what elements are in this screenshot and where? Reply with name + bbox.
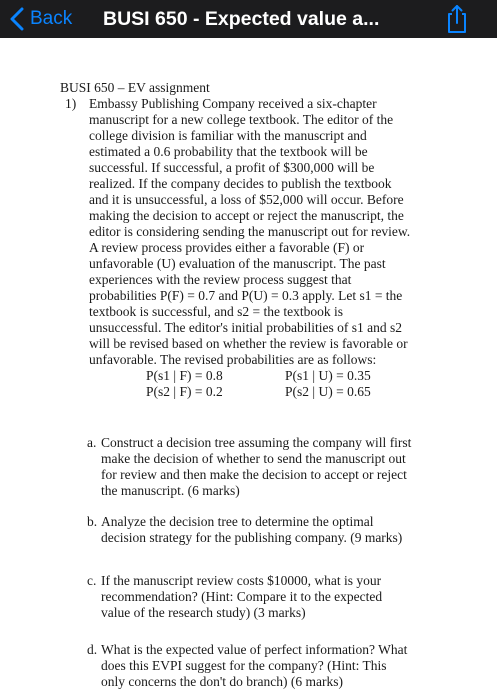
question-1-line: experiences with the review process suggest that (89, 272, 352, 287)
question-1-line: realized. If the company decides to publish the textbook (89, 176, 392, 191)
prob-s1-given-u: P(s1 | U) = 0.35 (285, 368, 371, 383)
subquestion-line: Analyze the decision tree to determine the optimal (101, 514, 374, 529)
question-1-line: Embassy Publishing Company received a six-chapter (89, 96, 377, 111)
assignment-heading: BUSI 650 – EV assignment (60, 80, 210, 95)
document-page (0, 38, 497, 700)
question-1-line: unfavorable (U) evaluation of the manuscript. The past (89, 256, 386, 271)
subquestion-letter: c. (87, 573, 97, 588)
question-1-line: and it is unsuccessful, a loss of $52,000 will occur. Before (89, 192, 404, 207)
question-1-line: will be revised based on whether the review is favorable or (89, 336, 408, 351)
subquestion-line: the manuscript. (6 marks) (101, 483, 240, 498)
subquestion-line: value of the research study) (3 marks) (101, 605, 306, 620)
question-1-line: estimated a 0.6 probability that the textbook will be (89, 144, 368, 159)
question-number: 1) (65, 96, 77, 111)
subquestion-letter: d. (87, 642, 98, 657)
question-1-line: successful. If successful, a profit of $300,000 will be (89, 160, 375, 175)
subquestion-line: only concerns the don't do branch) (6 marks) (101, 674, 343, 689)
subquestion-line: Construct a decision tree assuming the company will first (101, 435, 412, 450)
subquestion-letter: a. (87, 435, 97, 450)
subquestion-line: decision strategy for the publishing company. (9 marks) (101, 530, 403, 545)
document-title: BUSI 650 - Expected value a... (103, 8, 380, 30)
question-1-line: making the decision to accept or reject the manuscript, the (89, 208, 404, 223)
question-1-line: unfavorable. The revised probabilities are as follows: (89, 352, 377, 367)
question-1-line: college division is familiar with the manuscript and (89, 128, 367, 143)
question-1-line: A review process provides either a favorable (F) or (89, 240, 365, 255)
subquestion-letter: b. (87, 514, 98, 529)
subquestion-line: does this EVPI suggest for the company? (Hint: This (101, 658, 387, 673)
back-button[interactable] (10, 4, 72, 34)
navigation-bar (0, 0, 497, 38)
question-1-line: probabilities P(F) = 0.7 and P(U) = 0.3 apply. Let s1 = the (89, 288, 403, 303)
question-1-line: editor is considering sending the manuscript out for review. (89, 224, 411, 239)
prob-s2-given-u: P(s2 | U) = 0.65 (285, 384, 371, 399)
chevron-left-icon (10, 7, 24, 31)
subquestion-line: If the manuscript review costs $10000, what is your (101, 573, 382, 588)
share-button[interactable] (440, 3, 474, 35)
question-1-line: unsuccessful. The editor's initial probabilities of s1 and s2 (89, 320, 403, 335)
subquestion-line: for review and then make the decision to accept or reject (101, 467, 407, 482)
prob-s1-given-f: P(s1 | F) = 0.8 (146, 368, 223, 383)
subquestion-line: What is the expected value of perfect information? What (101, 642, 408, 657)
prob-s2-given-f: P(s2 | F) = 0.2 (146, 384, 223, 399)
subquestion-line: make the decision of whether to send the manuscript out (101, 451, 406, 466)
share-icon (440, 3, 474, 35)
question-1-line: manuscript for a new college textbook. The editor of the (89, 112, 394, 127)
back-label: Back (30, 8, 73, 29)
subquestion-line: recommendation? (Hint: Compare it to the expected (101, 589, 383, 604)
question-1-line: textbook is successful, and s2 = the textbook is (89, 304, 343, 319)
